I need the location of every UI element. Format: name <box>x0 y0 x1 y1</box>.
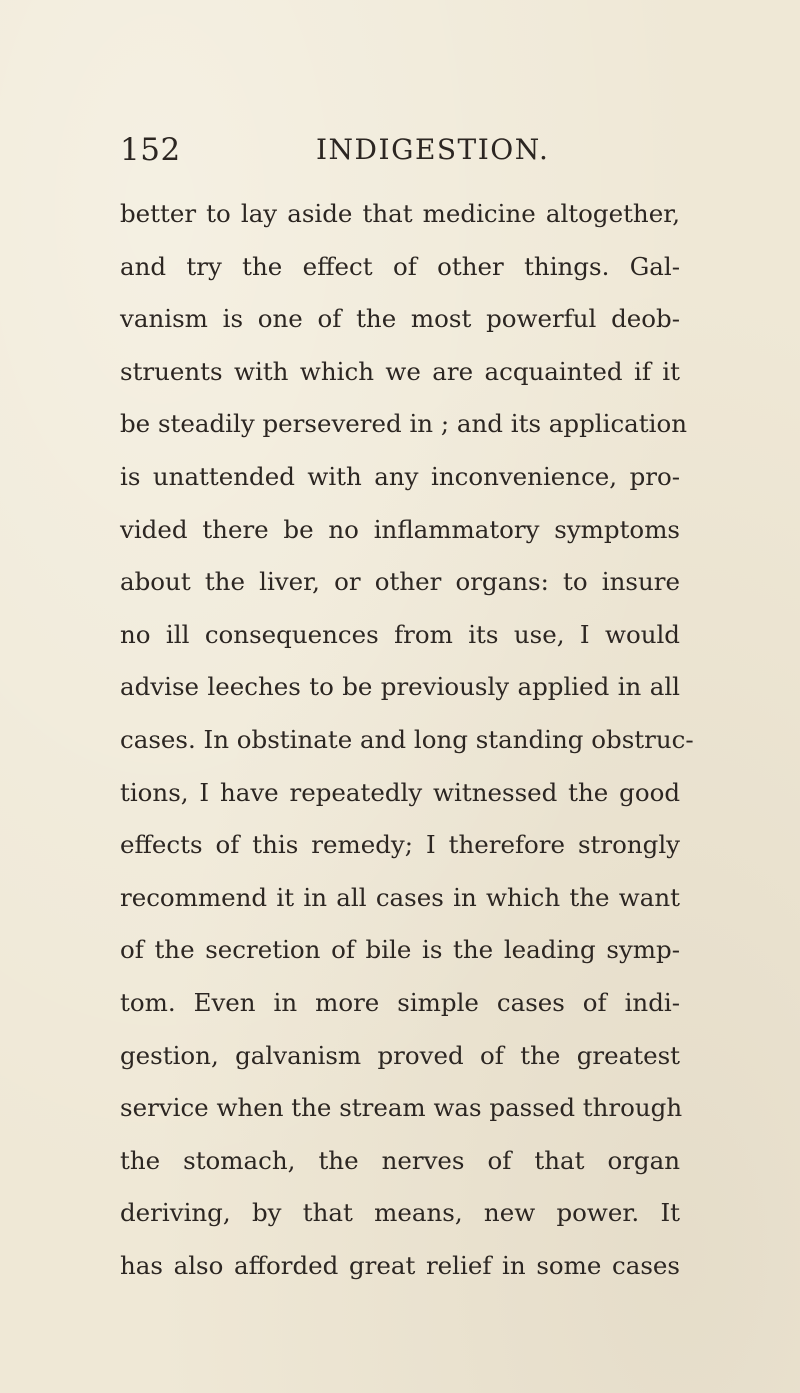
body-text <box>120 188 694 1292</box>
text-line: deriving, by that means, new power. It <box>120 1198 680 1228</box>
text-line: the stomach, the nerves of that organ <box>120 1145 680 1175</box>
text-line: of the secretion of bile is the leading symp- <box>120 935 680 965</box>
text-line: vanism is one of the most powerful deob- <box>120 304 680 334</box>
text-line: gestion, galvanism proved of the greatest <box>120 1040 680 1070</box>
text-line: recommend it in all cases in which the want <box>120 882 680 912</box>
text-line: better to lay aside that medicine altogether, <box>120 199 680 228</box>
running-head <box>120 132 680 172</box>
page-number: 152 <box>120 132 181 168</box>
text-line: about the liver, or other organs: to insure <box>120 567 680 597</box>
running-title: INDIGESTION. <box>316 133 550 166</box>
text-line: be steadily persevered in ; and its application <box>120 409 687 439</box>
text-line: advise leeches to be previously applied in all <box>120 672 680 702</box>
text-line: and try the effect of other things. Gal- <box>120 251 680 281</box>
text-line: vided there be no inflammatory symptoms <box>120 514 680 544</box>
text-line: service when the stream was passed through <box>120 1093 683 1123</box>
text-line: tom. Even in more simple cases of indi- <box>120 987 680 1017</box>
text-line: is unattended with any inconvenience, pro- <box>120 461 680 491</box>
text-line: cases. In obstinate and long standing obstruc- <box>120 724 694 754</box>
text-line: has also afforded great relief in some cases <box>120 1250 680 1280</box>
text-line: no ill consequences from its use, I would <box>120 619 680 649</box>
text-line: tions, I have repeatedly witnessed the good <box>120 777 680 807</box>
text-line: struents with which we are acquainted if it <box>120 356 680 386</box>
text-line: effects of this remedy; I therefore strongly <box>120 830 680 860</box>
